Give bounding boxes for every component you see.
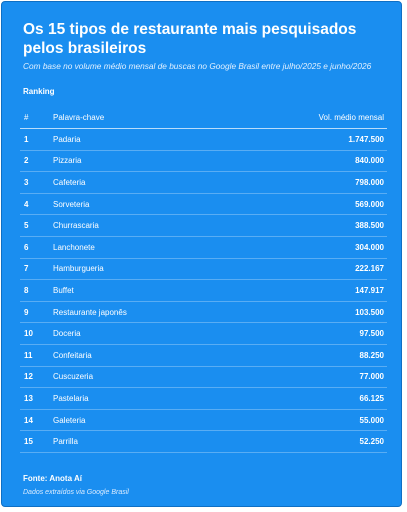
- chart-title: Os 15 tipos de restaurante mais pesquisados pelos brasileiros: [23, 21, 357, 57]
- rank-cell: 7: [24, 264, 29, 274]
- table-row: [20, 215, 387, 237]
- volume-cell: 52.250: [359, 437, 384, 447]
- keyword-cell: Pizzaria: [53, 156, 82, 166]
- rank-cell: 4: [24, 199, 29, 209]
- chart-subtitle: Com base no volume médio mensal de buscas no Google Brasil entre julho/2025 e junho/2026: [23, 61, 372, 71]
- table-body: [20, 129, 387, 453]
- rank-cell: 3: [24, 177, 29, 187]
- table-row: [20, 367, 387, 389]
- rank-cell: 14: [24, 415, 33, 425]
- keyword-cell: Cuscuzeria: [53, 372, 94, 382]
- rank-cell: 11: [24, 350, 33, 360]
- table-row: [20, 323, 387, 345]
- rank-cell: 12: [24, 372, 33, 382]
- volume-cell: 304.000: [355, 242, 384, 252]
- keyword-cell: Buffet: [53, 285, 74, 295]
- table-row: [20, 345, 387, 367]
- keyword-cell: Restaurante japonês: [53, 307, 127, 317]
- volume-cell: 55.000: [359, 415, 384, 425]
- rank-cell: 1: [24, 134, 29, 144]
- table-row: [20, 237, 387, 259]
- volume-cell: 88.250: [359, 350, 384, 360]
- keyword-cell: Padaria: [53, 134, 81, 144]
- rank-cell: 13: [24, 393, 33, 403]
- table-row: [20, 302, 387, 324]
- table-row: [20, 410, 387, 432]
- rank-cell: 8: [24, 285, 29, 295]
- keyword-cell: Parrilla: [53, 437, 78, 447]
- keyword-cell: Hamburgueria: [53, 264, 104, 274]
- footer-note: Dados extraídos via Google Brasil: [23, 489, 129, 496]
- keyword-cell: Sorveteria: [53, 199, 90, 209]
- volume-cell: 840.000: [355, 156, 384, 166]
- table-row: [20, 280, 387, 302]
- keyword-cell: Churrascaria: [53, 221, 99, 231]
- volume-cell: 147.917: [355, 285, 384, 295]
- rank-cell: 6: [24, 242, 29, 252]
- volume-cell: 77.000: [359, 372, 384, 382]
- table-row: [20, 431, 387, 453]
- column-header-keyword: Palavra-chave: [53, 112, 105, 122]
- rank-cell: 9: [24, 307, 29, 317]
- table-row: [20, 194, 387, 216]
- volume-cell: 66.125: [359, 393, 384, 403]
- volume-cell: 798.000: [355, 177, 384, 187]
- keyword-cell: Galeteria: [53, 415, 86, 425]
- volume-cell: 1.747.500: [348, 134, 384, 144]
- volume-cell: 222.167: [355, 264, 384, 274]
- ranking-card: [1, 1, 402, 507]
- table-row: [20, 388, 387, 410]
- rank-cell: 2: [24, 156, 29, 166]
- keyword-cell: Confeitaria: [53, 350, 92, 360]
- keyword-cell: Cafeteria: [53, 177, 86, 187]
- ranking-label: Ranking: [23, 87, 55, 96]
- volume-cell: 388.500: [355, 221, 384, 231]
- table-row: [20, 259, 387, 281]
- table-row: [20, 172, 387, 194]
- volume-cell: 97.500: [359, 329, 384, 339]
- column-header-rank: #: [24, 112, 29, 122]
- rank-cell: 15: [24, 437, 33, 447]
- table-row: [20, 129, 387, 151]
- keyword-cell: Pastelaria: [53, 393, 89, 403]
- rank-cell: 10: [24, 329, 33, 339]
- keyword-cell: Lanchonete: [53, 242, 95, 252]
- rank-cell: 5: [24, 221, 29, 231]
- volume-cell: 103.500: [355, 307, 384, 317]
- ranking-table: [20, 106, 387, 453]
- table-header: [20, 106, 387, 129]
- table-row: [20, 151, 387, 173]
- footer-source: Fonte: Anota Aí: [23, 474, 82, 483]
- footer-divider: [20, 462, 387, 463]
- keyword-cell: Doceria: [53, 329, 81, 339]
- column-header-volume: Vol. médio mensal: [318, 112, 384, 122]
- volume-cell: 569.000: [355, 199, 384, 209]
